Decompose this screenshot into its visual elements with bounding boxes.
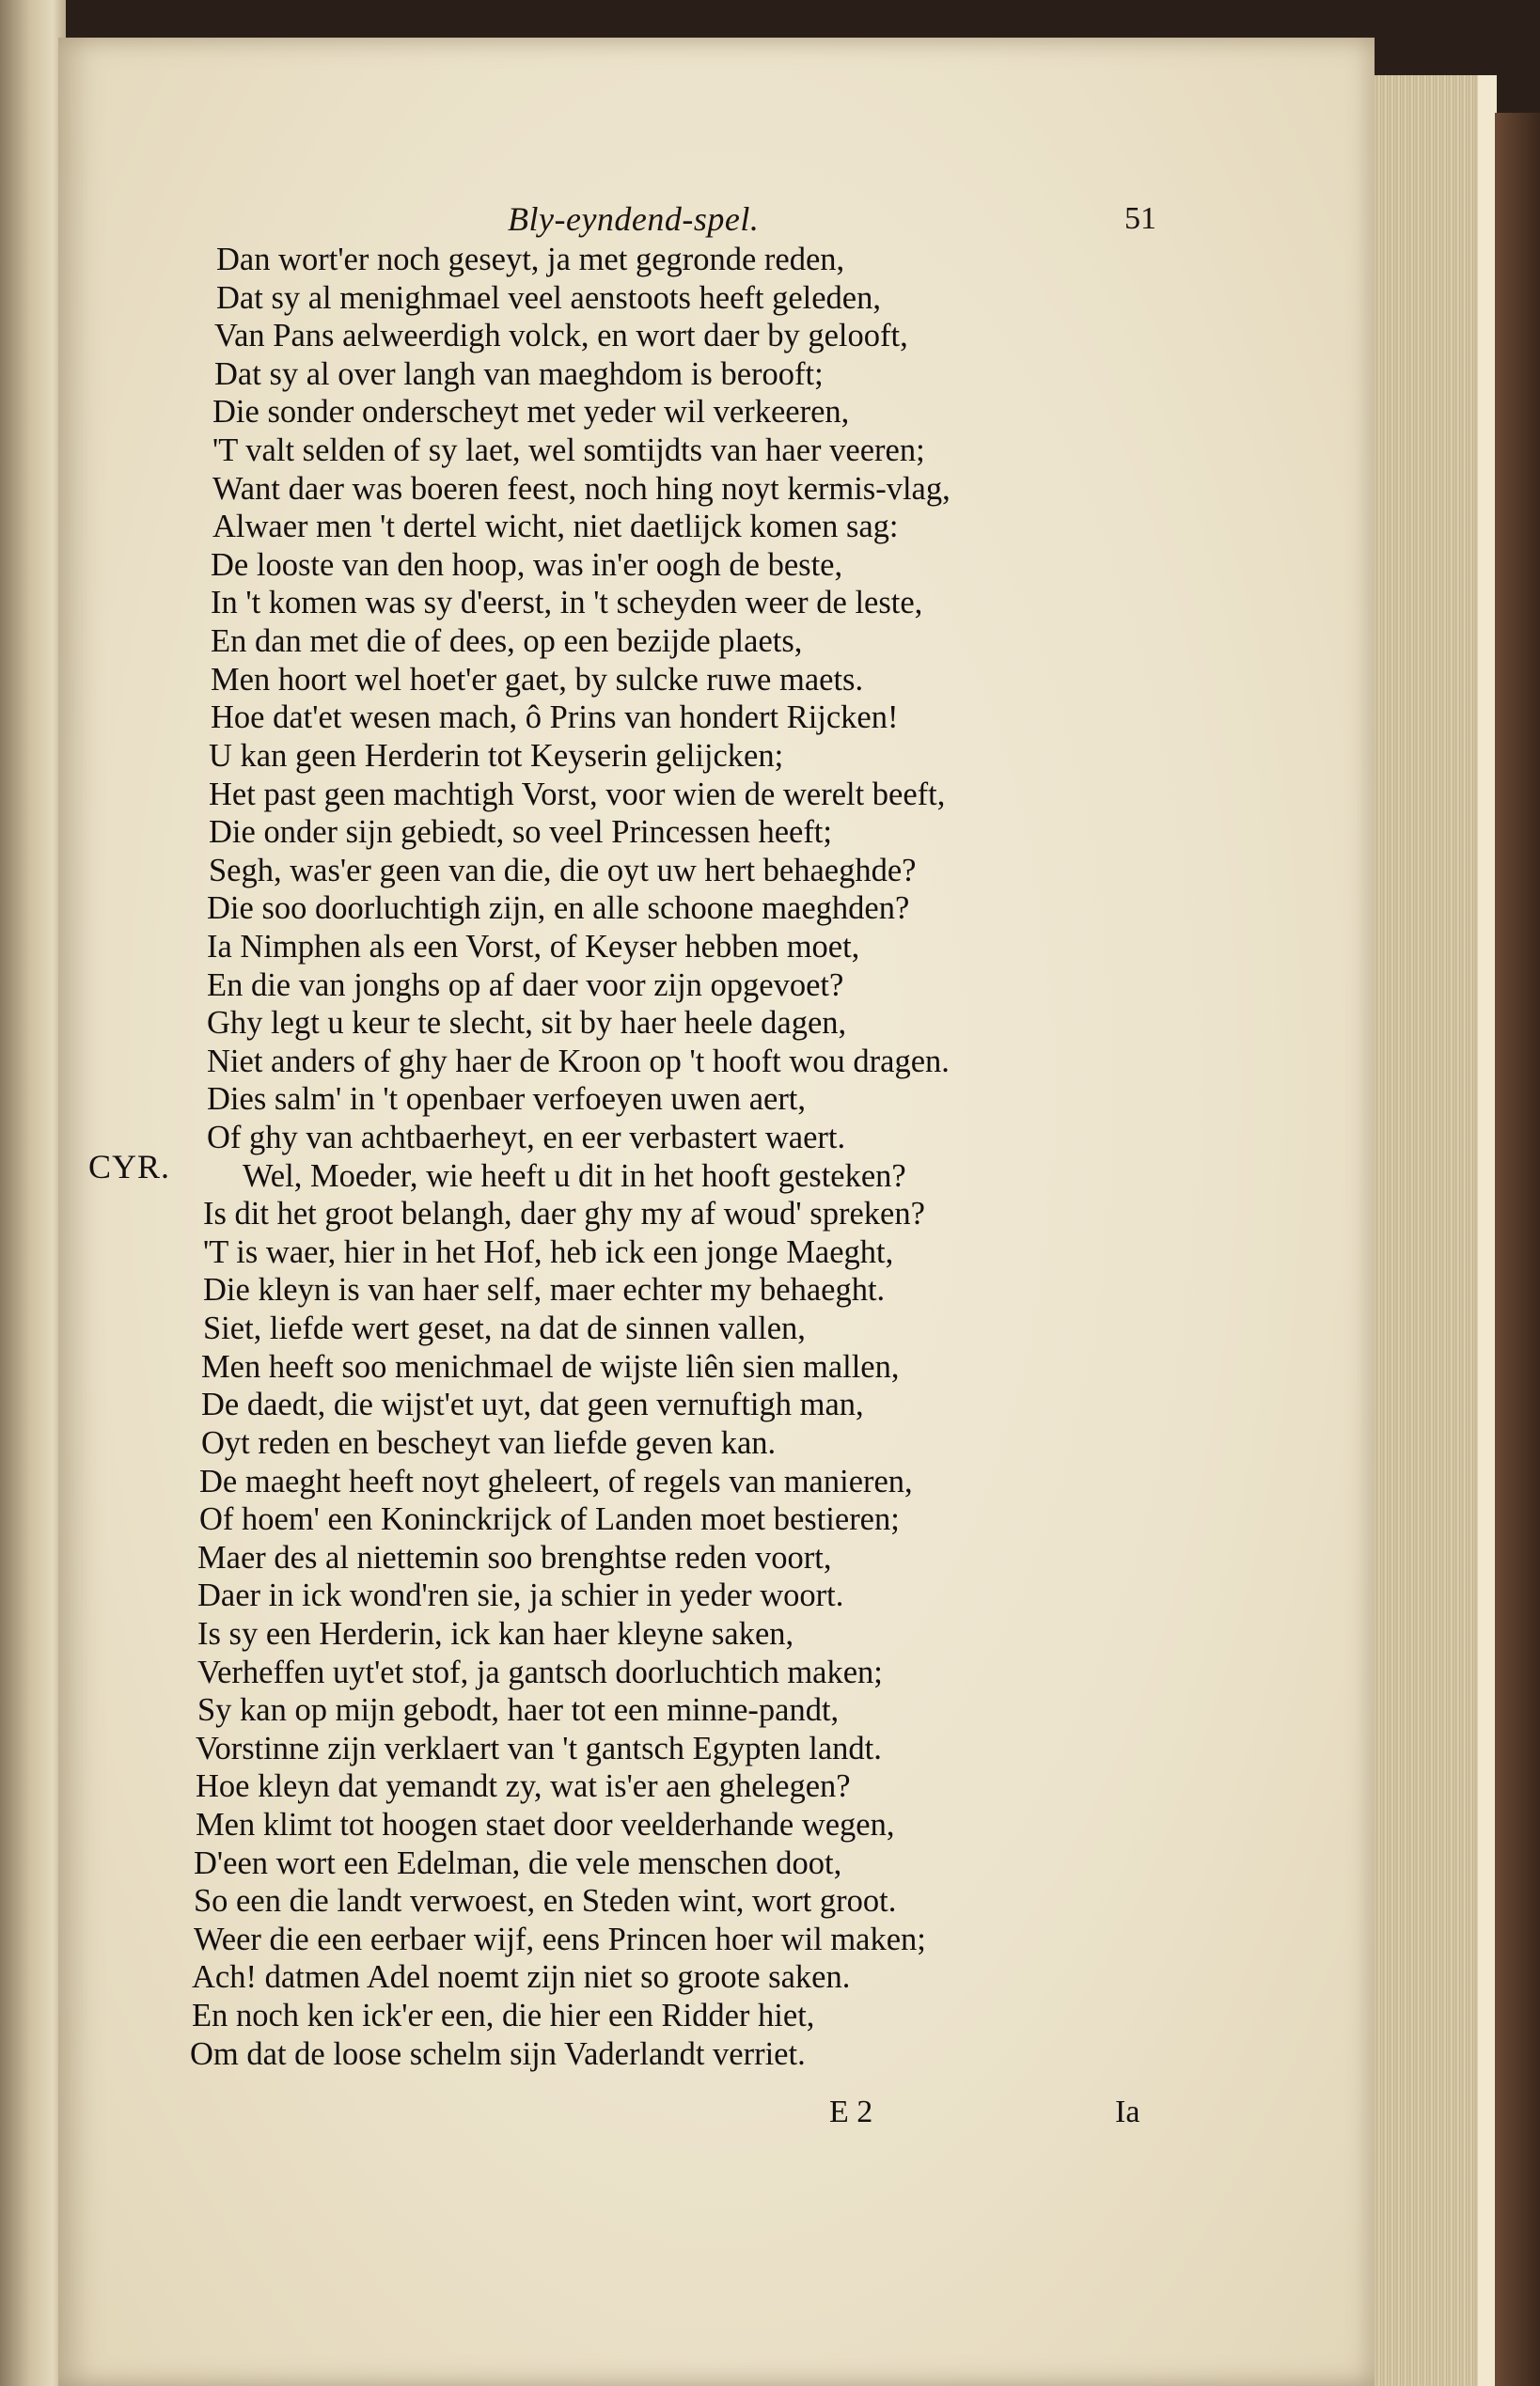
verse-line: Want daer was boeren feest, noch hing noyt kermis-vlag, <box>212 470 951 507</box>
verse-line: Het past geen machtigh Vorst, voor wien de werelt beeft, <box>209 776 946 812</box>
verse-line: Om dat de loose schelm sijn Vaderlandt verriet. <box>190 2035 806 2072</box>
verse-line: Verheffen uyt'et stof, ja gantsch doorluchtich maken; <box>197 1654 883 1690</box>
signature-mark: E 2 <box>829 2095 873 2129</box>
verse-line: En dan met die of dees, op een bezijde plaets, <box>211 623 803 660</box>
verse-line: Maer des al niettemin soo brenghtse reden voort, <box>197 1539 832 1576</box>
verse-line: Is sy een Herderin, ick kan haer kleyne saken, <box>197 1615 794 1652</box>
verse-line: Ach! datmen Adel noemt zijn niet so groote saken. <box>192 1959 851 1996</box>
catchword: Ia <box>1115 2095 1140 2129</box>
left-page-edge <box>0 0 66 2386</box>
verse-line: En die van jonghs op af daer voor zijn opgevoet? <box>207 966 844 1003</box>
verse-line: Men hoort wel hoet'er gaet, by sulcke ruwe maets. <box>211 661 864 698</box>
verse-line: Wel, Moeder, wie heeft u dit in het hooft gesteken? <box>243 1157 906 1194</box>
verse-line: Siet, liefde wert geset, na dat de sinnen vallen, <box>203 1311 806 1347</box>
verse-line: Daer in ick wond'ren sie, ja schier in yeder woort. <box>197 1578 844 1614</box>
verse-line: Of ghy van achtbaerheyt, en eer verbastert waert. <box>207 1120 846 1156</box>
book-cover-edge <box>1495 113 1540 2386</box>
verse-line: Hoe dat'et wesen mach, ô Prins van hondert Rijcken! <box>211 699 899 736</box>
verse-line: Dan wort'er noch geseyt, ja met gegronde reden, <box>216 242 845 277</box>
verse-line: Of hoem' een Koninckrijck of Landen moet bestieren; <box>199 1501 900 1538</box>
page-number: 51 <box>1124 201 1156 236</box>
verse-line: Dat sy al menighmael veel aenstoots heeft geleden, <box>216 279 881 316</box>
verse-line: 'T is waer, hier in het Hof, heb ick een jonge Maeght, <box>203 1233 894 1270</box>
verse-line: Men heeft soo menichmael de wijste liên sien mallen, <box>201 1348 900 1385</box>
verse-line: Van Pans aelweerdigh volck, en wort daer by gelooft, <box>214 318 908 354</box>
verse-line: Weer die een eerbaer wijf, eens Princen hoer wil maken; <box>194 1921 926 1957</box>
verse-line: Dies salm' in 't openbaer verfoeyen uwen aert, <box>207 1081 807 1118</box>
verse-line: De looste van den hoop, was in'er oogh de beste, <box>211 546 843 583</box>
verse-line: En noch ken ick'er een, die hier een Ridder hiet, <box>192 1998 815 2034</box>
verse-line: Men klimt tot hoogen staet door veelderhande wegen, <box>196 1806 895 1843</box>
verse-line: De maeght heeft noyt gheleert, of regels van manieren, <box>199 1463 913 1499</box>
verse-line: Sy kan op mijn gebodt, haer tot een minne-pandt, <box>197 1692 840 1729</box>
verse-line: Die kleyn is van haer self, maer echter my behaeght. <box>203 1272 886 1309</box>
verse-line: Is dit het groot belangh, daer ghy my af woud' spreken? <box>203 1196 925 1232</box>
verse-line: Ghy legt u keur te slecht, sit by haer heele dagen, <box>207 1005 847 1042</box>
verse-line: So een die landt verwoest, en Steden wint, wort groot. <box>194 1883 897 1920</box>
verse-line: Segh, was'er geen van die, die oyt uw hert behaeghde? <box>209 852 917 888</box>
page-block-edges <box>1375 75 1478 2386</box>
verse-line: Hoe kleyn dat yemandt zy, wat is'er aen ghelegen? <box>196 1768 851 1805</box>
verse-line: De daedt, die wijst'et uyt, dat geen vernuftigh man, <box>201 1387 864 1423</box>
verse-line: U kan geen Herderin tot Keyserin gelijcken; <box>209 737 784 774</box>
verse-line: Ia Nimphen als een Vorst, of Keyser hebben moet, <box>207 928 860 965</box>
verse-line: Die onder sijn gebiedt, so veel Princessen heeft; <box>209 814 832 851</box>
verse-line: Vorstinne zijn verklaert van 't gantsch Egypten landt. <box>196 1730 882 1766</box>
verse-line: 'T valt selden of sy laet, wel somtijdts van haer veeren; <box>212 432 925 469</box>
verse-line: Oyt reden en bescheyt van liefde geven kan. <box>201 1424 777 1461</box>
verse-line: Die soo doorluchtigh zijn, en alle schoone maeghden? <box>207 890 910 927</box>
verse-line: Alwaer men 't dertel wicht, niet daetlijck komen sag: <box>212 509 899 545</box>
speaker-label: CYR. <box>88 1148 171 1185</box>
verse-line: Niet anders of ghy haer de Kroon op 't hooft wou dragen. <box>207 1043 950 1079</box>
running-head: Bly-eyndend-spel. <box>508 200 760 238</box>
verse-text <box>190 241 1130 2073</box>
verse-line: In 't komen was sy d'eerst, in 't scheyden weer de leste, <box>211 585 923 621</box>
verse-line: Dat sy al over langh van maeghdom is berooft; <box>214 355 824 392</box>
verse-line: D'een wort een Edelman, die vele menschen doot, <box>194 1844 842 1881</box>
verse-line: Die sonder onderscheyt met yeder wil verkeeren, <box>212 394 850 431</box>
